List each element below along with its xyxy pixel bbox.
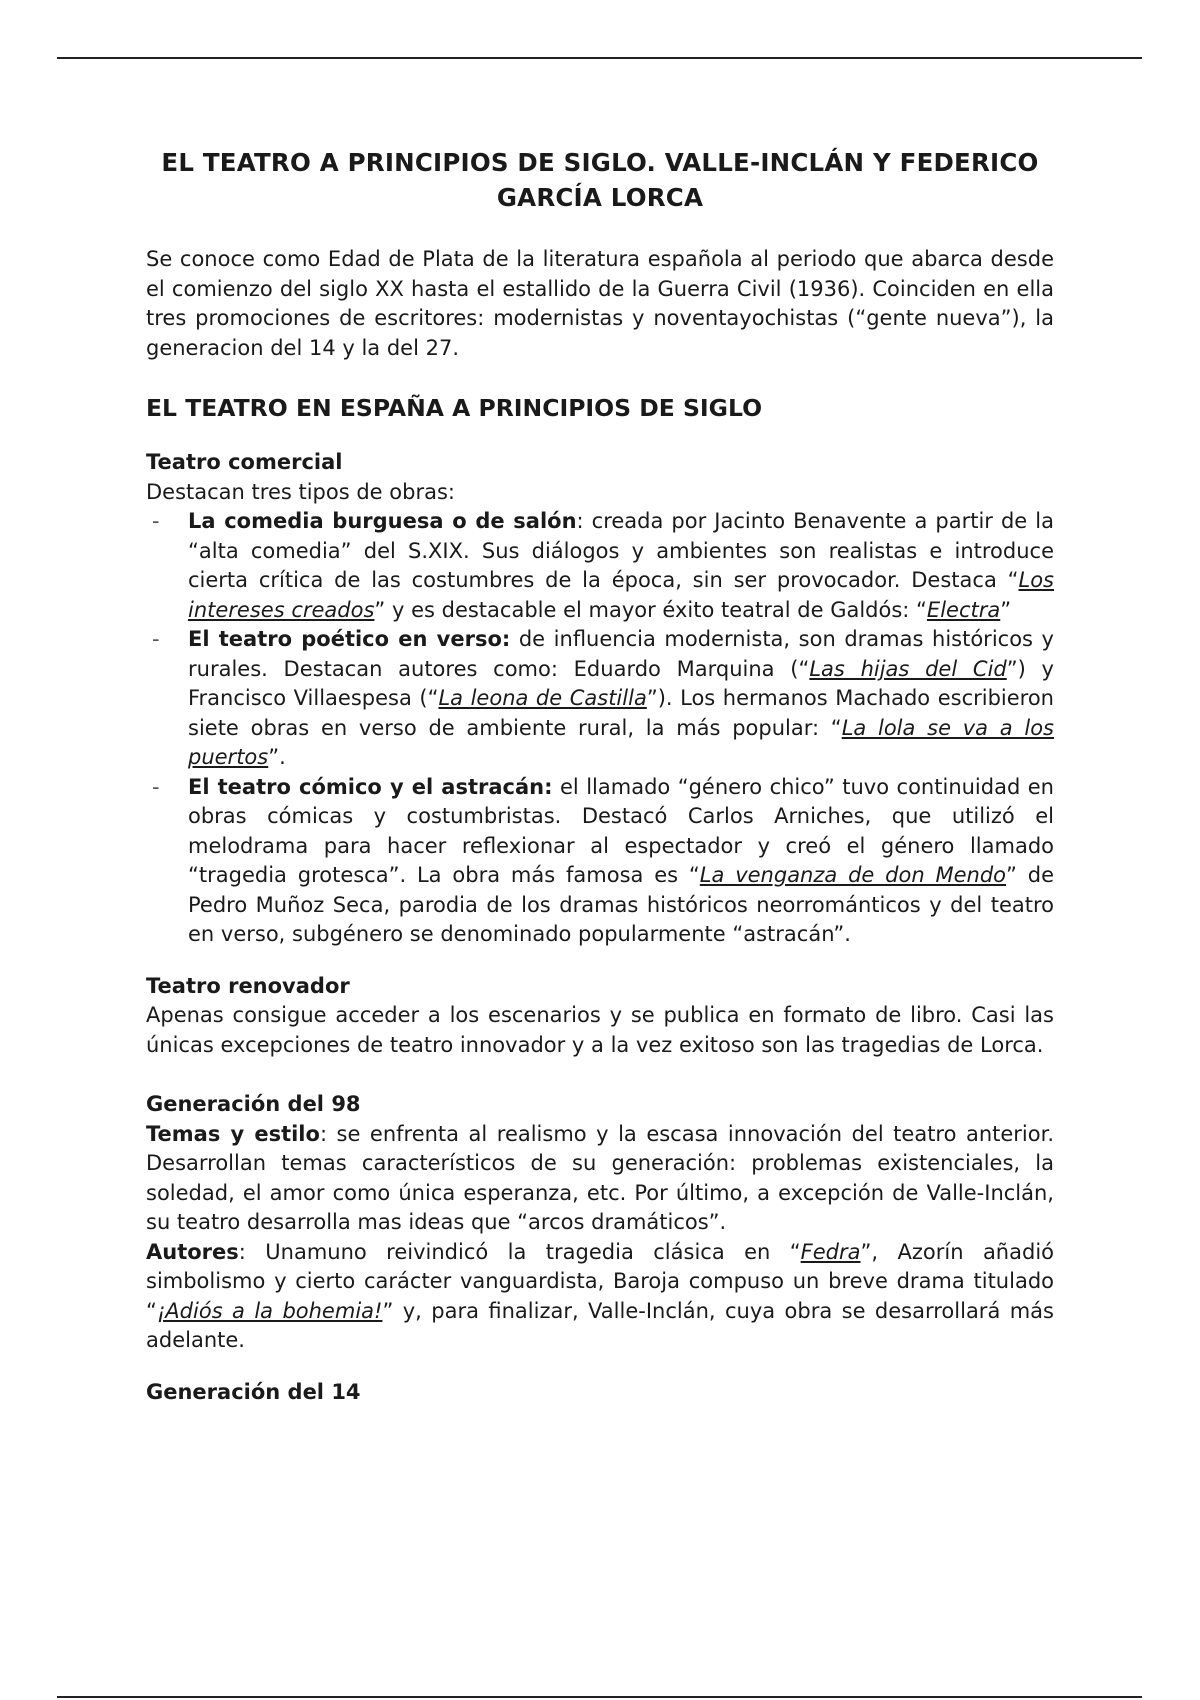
renovador-paragraph: Apenas consigue acceder a los escenarios y se publica en formato de libro. Casi las únicas excepciones de teatro innovador y a la vez exitoso son las tragedias de Lorca.	[146, 1003, 1054, 1057]
gen98-autores-paragraph	[146, 1238, 1054, 1356]
autores-label: Autores	[146, 1239, 239, 1264]
temas-label: Temas y estilo	[146, 1121, 320, 1146]
autores-text: ” y, para finalizar, Valle-Inclán, cuya obra se desarrollará más adelante.	[146, 1298, 1054, 1352]
item-text: ”	[1000, 597, 1012, 622]
subheading-generacion-98: Generación del 98	[146, 1092, 361, 1116]
subheading-teatro-comercial: Teatro comercial	[146, 450, 343, 474]
subheading-teatro-renovador: Teatro renovador	[146, 973, 350, 998]
item-text: ” de Pedro Muñoz Seca, parodia de los dramas históricos neorrománticos y del teatro en verso, subgénero se denominado popularmente “astracán”.	[188, 863, 1054, 946]
work-title-link: Electra	[926, 597, 1001, 622]
item-text: de influencia modernista, son dramas históricos y rurales. Destacan autores como: Eduardo Marquina (“	[188, 627, 1054, 681]
list-item-comedia-burguesa	[146, 507, 1054, 625]
work-title-link: ¡Adiós a la bohemia!	[156, 1298, 383, 1323]
autores-text: ”, Azorín añadió simbolismo y cierto carácter vanguardista, Baroja compuso un breve drama titulado “	[146, 1239, 1055, 1323]
item-text: el llamado “género chico” tuvo continuidad en obras cómicas y costumbristas. Destacó Carlos Arniches, que utilizó el melodrama para hacer reflexionar al espectador y creó el género llamado “tragedia grotesca”. La obra más famosa es “	[188, 774, 1054, 887]
header-rule	[57, 57, 1142, 59]
work-title-link: Los intereses creados	[188, 568, 1054, 622]
intro-paragraph: Se conoce como Edad de Plata de la literatura española al periodo que abarca desde el comienzo del siglo XX hasta el estallido de la Guerra Civil (1936). Coinciden en ella tres promociones de escritores: modernistas y noventayochistas (“gente nueva”), la generacion del 14 y la del 27.	[146, 247, 1054, 360]
work-title-link: La leona de Castilla	[438, 686, 647, 710]
gen98-temas-paragraph	[146, 1120, 1054, 1238]
item-title: El teatro cómico y el astracán:	[188, 774, 553, 799]
temas-text: : se enfrenta al realismo y la escasa innovación del teatro anterior. Desarrollan temas característicos de su generación: problemas existenciales, la soledad, el amor como única esperanza, etc. Por último, a excepción de Valle-Inclán, su teatro desarrolla mas ideas que “arcos dramáticos”.	[146, 1121, 1054, 1234]
item-text: ”.	[268, 745, 286, 769]
item-text: : creada por Jacinto Benavente a partir de la “alta comedia” del S.XIX. Sus diálogos y ambientes son realistas e introduce cierta crítica de las costumbres de la época, sin ser provocador. Destaca “	[188, 509, 1054, 592]
dash-bullet: -	[152, 509, 160, 533]
item-text: ”) y Francisco Villaespesa (“	[188, 656, 1054, 710]
work-title-link: Fedra	[800, 1239, 861, 1264]
item-text: ” y es destacable el mayor éxito teatral de Galdós: “	[374, 597, 927, 622]
document-body	[146, 145, 1054, 1407]
list-item-teatro-poetico	[146, 625, 1054, 773]
autores-text: : Unamuno reivindicó la tragedia clásica en “	[238, 1239, 801, 1264]
item-text: ”). Los hermanos Machado escribieron siete obras en verso de ambiente rural, la más popular: “	[188, 686, 1054, 740]
work-title-link: La venganza de don Mendo	[699, 863, 1007, 887]
document-title: EL TEATRO A PRINCIPIOS DE SIGLO. VALLE-INCLÁN Y FEDERICO GARCÍA LORCA	[161, 148, 1039, 212]
dash-bullet: -	[152, 774, 160, 799]
comercial-lead: Destacan tres tipos de obras:	[146, 479, 455, 504]
work-title-link: Las hijas del Cid	[809, 656, 1007, 681]
dash-bullet: -	[152, 627, 160, 651]
list-item-teatro-comico	[146, 773, 1054, 950]
section-heading: EL TEATRO EN ESPAÑA A PRINCIPIOS DE SIGLO	[146, 394, 763, 422]
work-title-link: La lola se va a los puertos	[188, 715, 1055, 769]
item-title: El teatro poético en verso:	[188, 627, 511, 651]
subheading-generacion-14: Generación del 14	[146, 1379, 361, 1404]
comercial-list	[146, 507, 1054, 950]
item-title: La comedia burguesa o de salón	[188, 509, 577, 533]
footer-rule	[57, 1696, 1142, 1698]
